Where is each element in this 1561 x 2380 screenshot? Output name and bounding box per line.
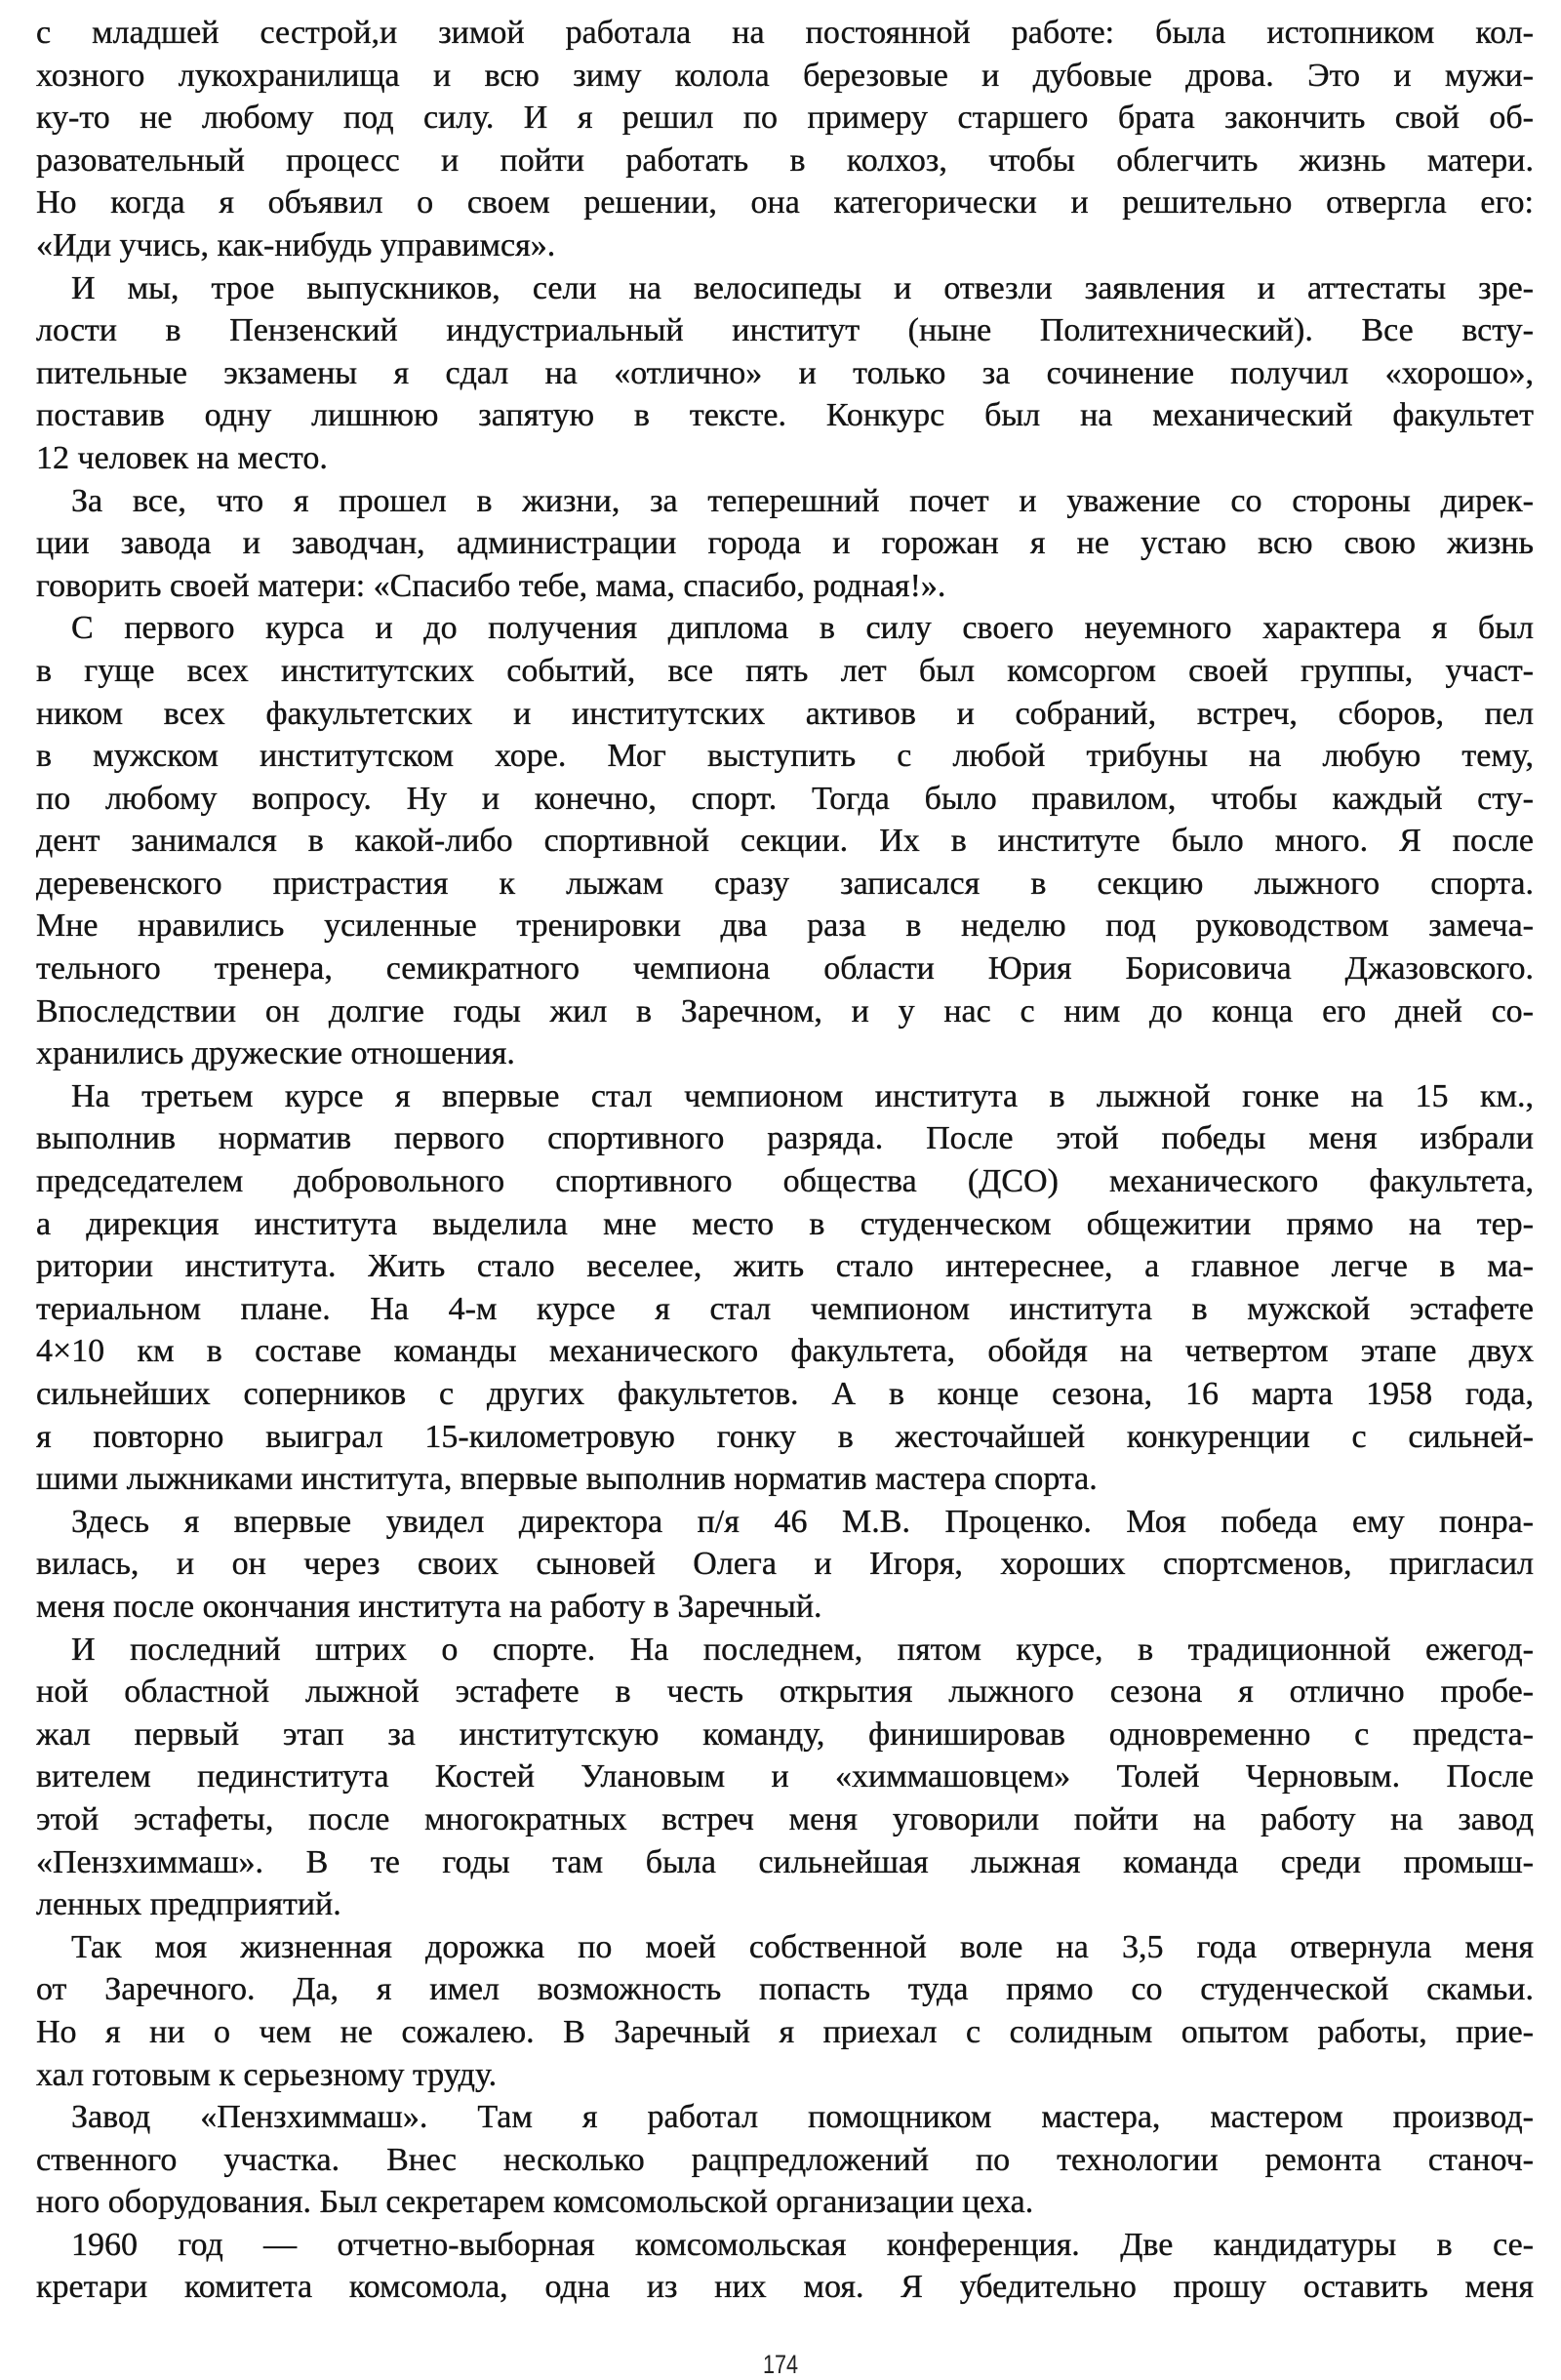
text-line: И последний штрих о спорте. На последнем, пятом курсе, в традиционной ежегод- — [71, 1631, 1534, 1668]
text-line: ного оборудования. Был секретарем комсомольской организации цеха. — [36, 2184, 1034, 2221]
text-line: с младшей сестрой,и зимой работала на постоянной работе: была истопником кол- — [36, 15, 1534, 51]
text-line: Но я ни о чем не сожалею. В Заречный я приехал с солидным опытом работы, прие- — [36, 2013, 1534, 2050]
text-line: ником всех факультетских и институтских активов и собраний, встреч, сборов, пел — [36, 695, 1534, 732]
text-line: Здесь я впервые увидел директора п/я 46 М.В. Проценко. Моя победа ему понра- — [71, 1503, 1534, 1540]
text-line: деревенского пристрастия к лыжам сразу записался в секцию лыжного спорта. — [36, 865, 1534, 902]
text-line: вилась, и он через своих сыновей Олега и Игоря, хороших спортсменов, пригласил — [36, 1546, 1534, 1583]
paragraph — [36, 1926, 1534, 2096]
text-line: шими лыжниками института, впервые выполнив норматив мастера спорта. — [36, 1461, 1098, 1498]
text-line: ку-то не любому под силу. И я решил по примеру старшего брата закончить свой об- — [36, 100, 1534, 137]
text-line: в гуще всех институтских событий, все пять лет был комсоргом своей группы, участ- — [36, 652, 1534, 689]
text-line: териальном плане. На 4-м курсе я стал чемпионом института в мужской эстафете — [36, 1290, 1534, 1327]
body-text — [36, 12, 1534, 2309]
paragraph — [36, 480, 1534, 608]
paragraph — [36, 607, 1534, 1075]
text-line: хал готовым к серьезному труду. — [36, 2056, 498, 2093]
text-line: Завод «Пензхиммаш». Там я работал помощником мастера, мастером производ- — [71, 2099, 1534, 2136]
text-line: сильнейших соперников с других факультетов. А в конце сезона, 16 марта 1958 года, — [36, 1376, 1534, 1412]
text-line: в мужском институтском хоре. Мог выступить с любой трибуны на любую тему, — [36, 738, 1534, 775]
paragraph — [36, 2096, 1534, 2224]
text-line: 12 человек на место. — [36, 439, 328, 476]
paragraph — [36, 12, 1534, 267]
text-line: ритории института. Жить стало веселее, жить стало интереснее, а главное легче в ма- — [36, 1248, 1534, 1285]
text-line: выполнив норматив первого спортивного разряда. После этой победы меня избрали — [36, 1120, 1534, 1157]
text-line: ции завода и заводчан, администрации города и горожан я не устаю всю свою жизнь — [36, 525, 1534, 562]
text-line: ленных предприятий. — [36, 1886, 341, 1923]
text-line: С первого курса и до получения диплома в силу своего неуемного характера я был — [71, 610, 1534, 647]
text-line: Впоследствии он долгие годы жил в Заречном, и у нас с ним до конца его дней со- — [36, 992, 1534, 1029]
text-line: Так моя жизненная дорожка по моей собственной воле на 3,5 года отвернула меня — [71, 1928, 1534, 1965]
paragraph — [36, 2224, 1534, 2309]
text-line: На третьем курсе я впервые стал чемпионом института в лыжной гонке на 15 км., — [71, 1077, 1534, 1114]
text-line: ной областной лыжной эстафете в честь открытия лыжного сезона я отлично пробе- — [36, 1674, 1534, 1711]
text-line: «Иди учись, как-нибудь управимся». — [36, 226, 556, 263]
text-line: 4×10 км в составе команды механического факультета, обойдя на четвертом этапе двух — [36, 1333, 1534, 1370]
text-line: поставив одну лишнюю запятую в тексте. Конкурс был на механический факультет — [36, 397, 1534, 434]
text-line: И мы, трое выпускников, сели на велосипеды и отвезли заявления и аттестаты зре- — [71, 269, 1534, 306]
text-line: а дирекция института выделила мне место в студенческом общежитии прямо на тер- — [36, 1205, 1534, 1242]
text-line: говорить своей матери: «Спасибо тебе, мама, спасибо, родная!». — [36, 567, 946, 604]
paragraph — [36, 267, 1534, 480]
text-line: вителем пединститута Костей Улановым и «химмашовцем» Толей Черновым. После — [36, 1758, 1534, 1795]
page-number: 174 — [762, 2350, 799, 2379]
text-line: председателем добровольного спортивного общества (ДСО) механического факультета, — [36, 1163, 1534, 1200]
paragraph — [36, 1501, 1534, 1629]
text-line: этой эстафеты, после многократных встреч меня уговорили пойти на работу на завод — [36, 1800, 1534, 1837]
text-line: тельного тренера, семикратного чемпиона области Юрия Борисовича Джазовского. — [36, 950, 1534, 988]
paragraph — [36, 1075, 1534, 1501]
text-line: Мне нравились усиленные тренировки два раза в неделю под руководством замеча- — [36, 908, 1534, 945]
text-line: хранились дружеские отношения. — [36, 1035, 515, 1072]
text-line: по любому вопросу. Ну и конечно, спорт. Тогда было правилом, чтобы каждый сту- — [36, 780, 1534, 817]
text-line: хозного лукохранилища и всю зиму колола березовые и дубовые дрова. Это и мужи- — [36, 57, 1534, 94]
text-line: «Пензхиммаш». В те годы там была сильнейшая лыжная команда среди промыш- — [36, 1843, 1534, 1880]
paragraph — [36, 1629, 1534, 1926]
text-line: ственного участка. Внес несколько рацпредложений по технологии ремонта станоч- — [36, 2141, 1534, 2178]
text-line: жал первый этап за институтскую команду, финишировав одновременно с предста- — [36, 1715, 1534, 1753]
text-line: от Заречного. Да, я имел возможность попасть туда прямо со студенческой скамьи. — [36, 1971, 1534, 2008]
text-line: 1960 год — отчетно-выборная комсомольская конференция. Две кандидатуры в се- — [71, 2226, 1534, 2263]
text-line: я повторно выиграл 15-километровую гонку в жесточайшей конкуренции с сильней- — [36, 1418, 1534, 1455]
text-line: разовательный процесс и пойти работать в колхоз, чтобы облегчить жизнь матери. — [36, 141, 1534, 179]
text-line: За все, что я прошел в жизни, за теперешний почет и уважение со стороны дирек- — [71, 482, 1534, 519]
text-line: кретари комитета комсомола, одна из них моя. Я убедительно прошу оставить меня — [36, 2269, 1534, 2306]
text-line: дент занимался в какой-либо спортивной секции. Их в институте было много. Я после — [36, 823, 1534, 860]
text-line: пительные экзамены я сдал на «отлично» и только за сочинение получил «хорошо», — [36, 354, 1534, 391]
text-line: лости в Пензенский индустриальный институт (ныне Политехнический). Все всту- — [36, 312, 1534, 349]
text-line: меня после окончания института на работу в Заречный. — [36, 1588, 822, 1625]
text-line: Но когда я объявил о своем решении, она категорически и решительно отвергла его: — [36, 184, 1534, 222]
